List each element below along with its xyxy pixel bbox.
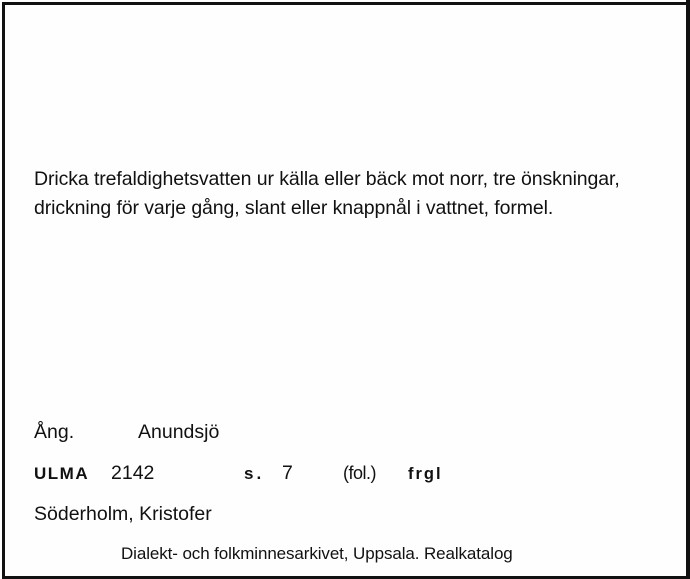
catalog-card (2, 2, 689, 579)
page-number: 7 (282, 462, 293, 484)
archive-footer: Dialekt- och folkminnesarkivet, Uppsala. Realkatalog (121, 544, 513, 563)
place-label: Ång. (34, 421, 75, 443)
card-edge (686, 0, 690, 579)
category-code: frgl (408, 465, 443, 483)
archive-code: ULMA (34, 464, 90, 483)
informant-name: Söderholm, Kristofer (34, 503, 212, 525)
card-description: Dricka trefaldighetsvatten ur källa eller bäck mot norr, tre önskningar, drickning för varje gång, slant eller knappnål i vattnet, formel. (34, 168, 620, 219)
folio-label: (fol.) (343, 463, 376, 483)
archive-number: 2142 (111, 462, 155, 484)
place-value: Anundsjö (138, 421, 220, 443)
page-label: s. (244, 464, 265, 483)
reference-row (34, 461, 443, 486)
place-row (34, 420, 219, 444)
